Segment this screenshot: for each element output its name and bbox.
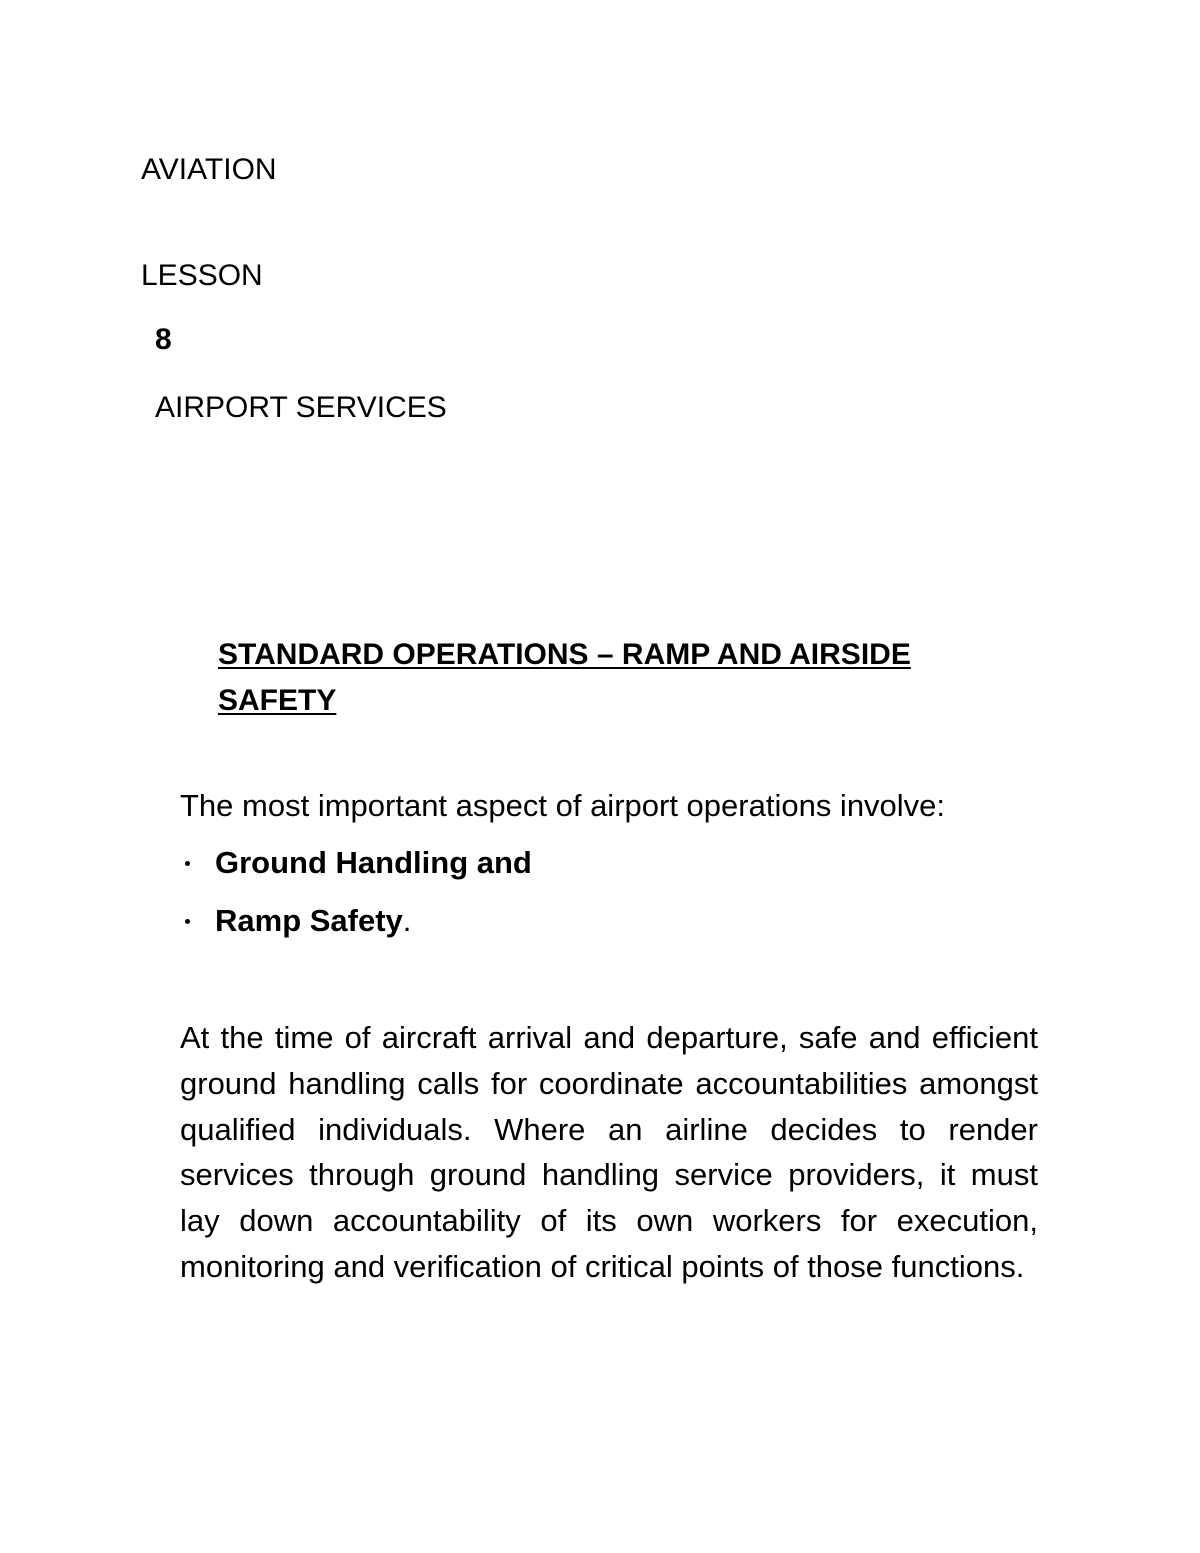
body-paragraph: At the time of aircraft arrival and departure, safe and efficient ground handling calls for coordinate accountabilities amongst qualified individuals. Where an airline decides to render services through ground handling service providers, it must lay down accountability of its own workers for execution, monitoring and verification of critical points of those functions. (180, 1020, 1038, 1284)
lesson-label: LESSON (141, 259, 263, 292)
list-item-bold: Ramp Safety (215, 903, 403, 938)
lesson-topic: AIRPORT SERVICES (155, 391, 447, 424)
bullet-icon (185, 919, 190, 924)
list-item-text (215, 901, 411, 941)
key-aspects-list (180, 843, 780, 959)
bullet-icon (185, 861, 190, 866)
list-item-text: Ground Handling and (215, 845, 532, 880)
list-item-suffix: . (402, 903, 412, 938)
section-heading: STANDARD OPERATIONS – RAMP AND AIRSIDE SAFETY (218, 638, 911, 717)
subject-title: AVIATION (141, 153, 277, 186)
intro-sentence: The most important aspect of airport operations involve: (180, 788, 946, 823)
list-item (180, 843, 780, 901)
list-item (180, 901, 780, 959)
lesson-number: 8 (155, 323, 172, 356)
